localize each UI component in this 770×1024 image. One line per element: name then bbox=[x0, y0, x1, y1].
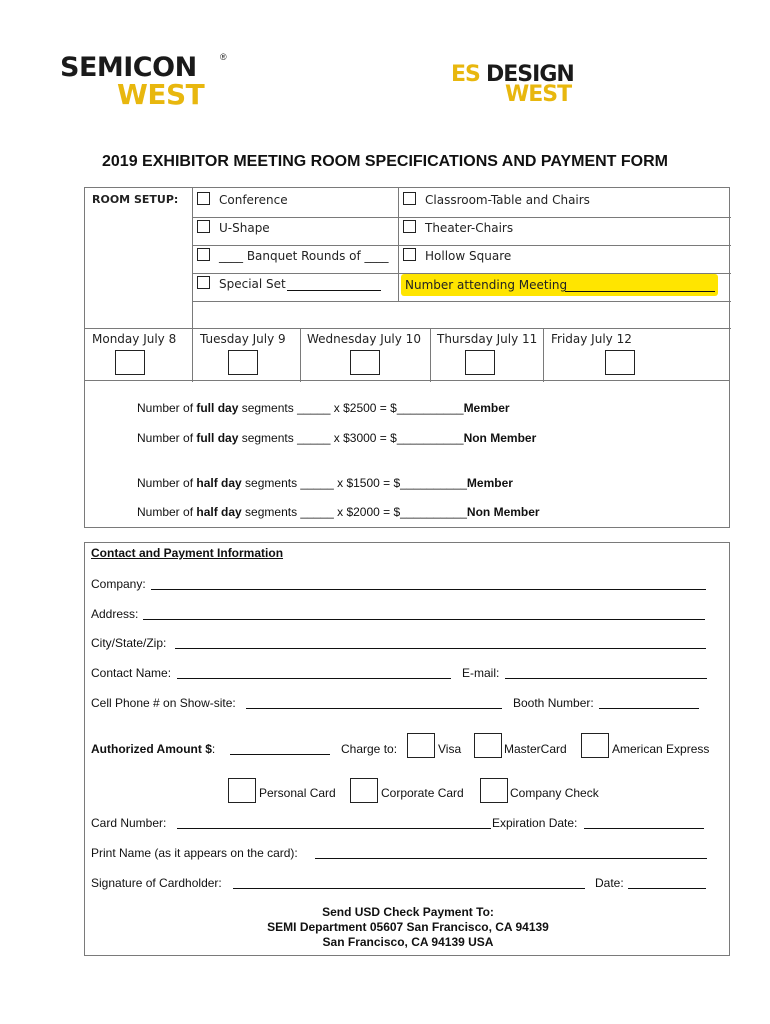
special-set-label: Special Set bbox=[219, 277, 286, 291]
expiration-date-label: Expiration Date: bbox=[492, 816, 578, 830]
logo-design-text: DESIGN bbox=[486, 62, 574, 87]
number-attending-label: Number attending Meeting bbox=[405, 278, 568, 292]
form-title: 2019 EXHIBITOR MEETING ROOM SPECIFICATIONS AND PAYMENT FORM bbox=[102, 153, 668, 170]
half-day-member-line: Number of half day segments _____ x $1500 = $__________Member bbox=[137, 476, 513, 490]
full-day-member-line: Number of full day segments _____ x $2500 = $__________Member bbox=[137, 401, 510, 415]
hollow-square-checkbox[interactable] bbox=[403, 248, 416, 261]
mastercard-label: MasterCard bbox=[504, 742, 567, 756]
booth-number-label: Booth Number: bbox=[513, 696, 594, 710]
half-day-nonmember-line: Number of half day segments _____ x $2000 = $__________Non Member bbox=[137, 505, 540, 519]
signature-field[interactable] bbox=[233, 888, 585, 889]
signature-label: Signature of Cardholder: bbox=[91, 876, 222, 890]
thursday-checkbox[interactable] bbox=[465, 350, 495, 375]
footer-line-3: San Francisco, CA 94139 USA bbox=[322, 935, 494, 949]
wednesday-checkbox[interactable] bbox=[350, 350, 380, 375]
classroom-label: Classroom-Table and Chairs bbox=[425, 193, 590, 207]
card-number-field[interactable] bbox=[177, 828, 491, 829]
banquet-checkbox[interactable] bbox=[197, 248, 210, 261]
conference-checkbox[interactable] bbox=[197, 192, 210, 205]
room-setup-label: ROOM SETUP: bbox=[92, 193, 179, 206]
full-day-nonmember-line: Number of full day segments _____ x $3000 = $__________Non Member bbox=[137, 431, 537, 445]
logo-esdesign-west-text: WEST bbox=[505, 82, 572, 107]
day-monday-label: Monday July 8 bbox=[92, 332, 177, 346]
visa-checkbox[interactable] bbox=[407, 733, 435, 758]
number-attending-field[interactable] bbox=[565, 291, 715, 292]
company-check-checkbox[interactable] bbox=[480, 778, 508, 803]
email-label: E-mail: bbox=[462, 666, 500, 680]
cell-phone-label: Cell Phone # on Show-site: bbox=[91, 696, 236, 710]
room-setup-grid bbox=[84, 187, 730, 381]
logo-semicon-text: SEMICON bbox=[60, 52, 197, 83]
contact-name-field[interactable] bbox=[177, 678, 451, 679]
day-friday-label: Friday July 12 bbox=[551, 332, 632, 346]
special-set-field[interactable] bbox=[287, 290, 381, 291]
corporate-card-label: Corporate Card bbox=[381, 786, 464, 800]
day-tuesday-label: Tuesday July 9 bbox=[200, 332, 286, 346]
address-label: Address: bbox=[91, 607, 139, 621]
special-set-checkbox[interactable] bbox=[197, 276, 210, 289]
u-shape-label: U-Shape bbox=[219, 221, 270, 235]
email-field[interactable] bbox=[505, 678, 707, 679]
print-name-label: Print Name (as it appears on the card): bbox=[91, 846, 298, 860]
address-field[interactable] bbox=[143, 619, 705, 620]
classroom-checkbox[interactable] bbox=[403, 192, 416, 205]
contact-payment-section bbox=[84, 542, 730, 956]
theater-label: Theater-Chairs bbox=[425, 221, 514, 235]
semicon-west-logo bbox=[60, 52, 235, 112]
amex-label: American Express bbox=[612, 742, 710, 756]
cell-phone-field[interactable] bbox=[246, 708, 502, 709]
personal-card-label: Personal Card bbox=[259, 786, 336, 800]
banquet-label: ____ Banquet Rounds of ____ bbox=[219, 249, 389, 263]
personal-card-checkbox[interactable] bbox=[228, 778, 256, 803]
date-field[interactable] bbox=[628, 888, 706, 889]
mastercard-checkbox[interactable] bbox=[474, 733, 502, 758]
authorized-amount-field[interactable] bbox=[230, 754, 330, 755]
esdesign-west-logo bbox=[451, 62, 581, 110]
city-state-zip-label: City/State/Zip: bbox=[91, 636, 167, 650]
expiration-date-field[interactable] bbox=[584, 828, 704, 829]
conference-label: Conference bbox=[219, 193, 288, 207]
day-wednesday-label: Wednesday July 10 bbox=[307, 332, 421, 346]
date-label: Date: bbox=[595, 876, 624, 890]
contact-name-label: Contact Name: bbox=[91, 666, 172, 680]
card-number-label: Card Number: bbox=[91, 816, 167, 830]
day-thursday-label: Thursday July 11 bbox=[437, 332, 538, 346]
segment-pricing-section bbox=[84, 381, 730, 528]
tuesday-checkbox[interactable] bbox=[228, 350, 258, 375]
monday-checkbox[interactable] bbox=[115, 350, 145, 375]
footer-line-1: Send USD Check Payment To: bbox=[322, 905, 494, 919]
logo-west-text: WEST bbox=[117, 78, 205, 111]
company-check-label: Company Check bbox=[510, 786, 599, 800]
visa-label: Visa bbox=[438, 742, 462, 756]
authorized-amount-label: Authorized Amount $: bbox=[91, 742, 216, 756]
friday-checkbox[interactable] bbox=[605, 350, 635, 375]
company-label: Company: bbox=[91, 577, 146, 591]
u-shape-checkbox[interactable] bbox=[197, 220, 210, 233]
logo-registered-mark: ® bbox=[220, 52, 227, 62]
logo-es-text: ES bbox=[451, 62, 480, 87]
company-field[interactable] bbox=[151, 589, 706, 590]
charge-to-label: Charge to: bbox=[341, 742, 398, 756]
footer-line-2: SEMI Department 05607 San Francisco, CA 94139 bbox=[267, 920, 549, 934]
print-name-field[interactable] bbox=[315, 858, 707, 859]
hollow-square-label: Hollow Square bbox=[425, 249, 512, 263]
amex-checkbox[interactable] bbox=[581, 733, 609, 758]
contact-heading: Contact and Payment Information bbox=[91, 546, 284, 560]
booth-number-field[interactable] bbox=[599, 708, 699, 709]
corporate-card-checkbox[interactable] bbox=[350, 778, 378, 803]
city-state-zip-field[interactable] bbox=[175, 648, 706, 649]
theater-checkbox[interactable] bbox=[403, 220, 416, 233]
